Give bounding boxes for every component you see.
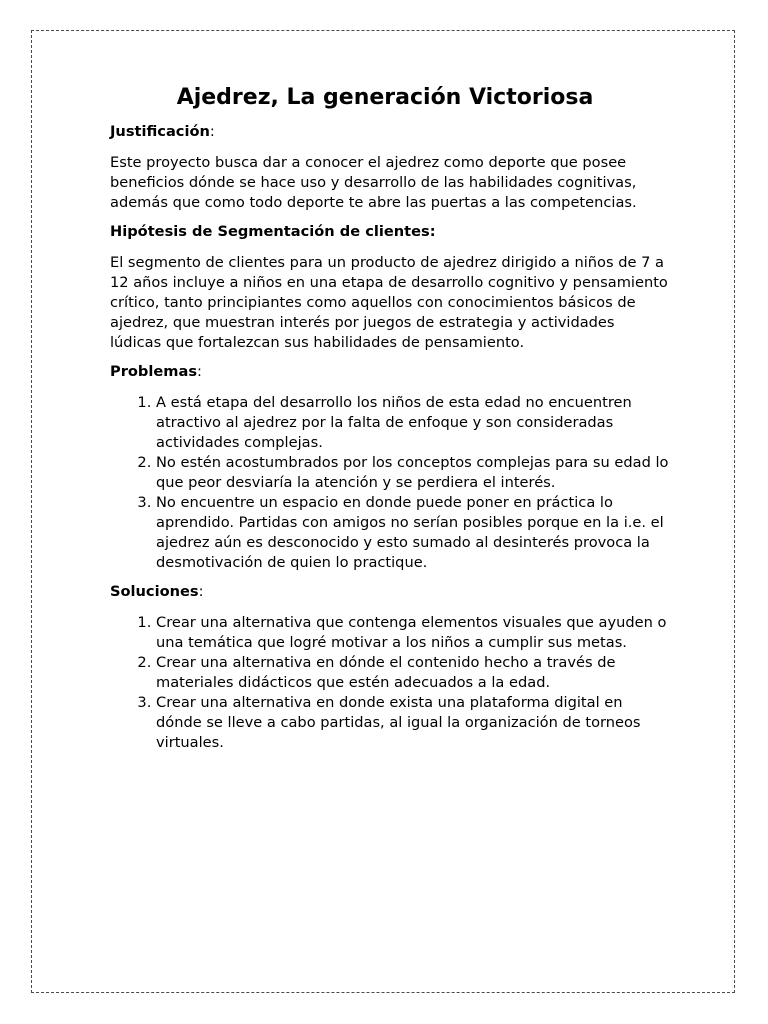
soluciones-heading: [110, 582, 670, 602]
problemas-list: [110, 393, 670, 573]
soluciones-item-2: 2. Crear una alternativa en dónde el contenido hecho a través de materiales didácticos que estén adecuados a la edad.: [156, 653, 670, 693]
soluciones-heading-label: Soluciones: [110, 583, 199, 600]
problemas-heading-colon: :: [197, 363, 202, 380]
soluciones-item-1: 1. Crear una alternativa que contenga elementos visuales que ayuden o una temática que logré motivar a los niños a cumplir sus metas.: [156, 613, 670, 653]
document-title: Ajedrez, La generación Victoriosa: [176, 85, 594, 110]
soluciones-heading-colon: :: [198, 583, 204, 600]
hipotesis-heading: [110, 222, 670, 242]
justificacion-heading: [110, 122, 670, 142]
problemas-item-3: 3. No encuentre un espacio en donde puede poner en práctica lo aprendido. Partidas con amigos no serían posibles porque en la i.e. el ajedrez aún es desconocido y esto sumado al desinterés provoca la desmotivación de quien lo practique.: [156, 493, 670, 573]
problemas-item-2: 2. No estén acostumbrados por los conceptos complejas para su edad lo que peor desviaría la atención y se perdiera el interés.: [156, 453, 670, 493]
soluciones-list: [110, 613, 670, 753]
problemas-item-1: 1. A está etapa del desarrollo los niños de esta edad no encuentren atractivo al ajedrez por la falta de enfoque y son consideradas actividades complejas.: [156, 393, 670, 453]
justificacion-heading-colon: :: [209, 123, 215, 140]
justificacion-text: Este proyecto busca dar a conocer el ajedrez como deporte que posee beneficios dónde se hace uso y desarrollo de las habilidades cognitivas, además que como todo deporte te abre las puertas a las competencias.: [110, 154, 637, 211]
hipotesis-heading-label: Hipótesis de Segmentación de clientes:: [110, 223, 436, 240]
document-page: [31, 30, 735, 993]
problemas-heading: [110, 362, 670, 382]
document-content: [110, 83, 670, 762]
soluciones-item-3: 3. Crear una alternativa en donde exista una plataforma digital en dónde se lleve a cabo partidas, al igual la organización de torneos virtuales.: [156, 693, 670, 753]
justificacion-heading-label: Justificación: [110, 123, 210, 140]
problemas-heading-label: Problemas: [110, 363, 198, 380]
hipotesis-text: El segmento de clientes para un producto de ajedrez dirigido a niños de 7 a 12 años incluye a niños en una etapa de desarrollo cognitivo y pensamiento crítico, tanto principiantes como aquellos con conocimientos básicos de ajedrez, que muestran interés por juegos de estrategia y actividades lúdicas que fortalezcan sus habilidades de pensamiento.: [110, 254, 668, 351]
